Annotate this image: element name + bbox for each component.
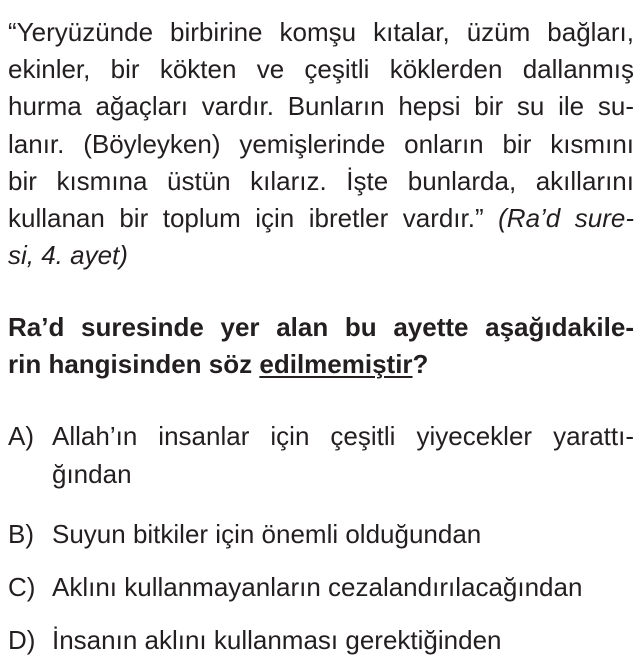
- option-text: İnsanın aklını kullanması gerektiğinden: [52, 625, 502, 655]
- question-line: Ra’d suresinde yer alan bu ayette aşağıdakile-: [8, 312, 634, 342]
- question-stem: [8, 309, 634, 383]
- passage-line: hurma ağaçları vardır. Bunların hepsi bir su ile su-: [8, 91, 634, 122]
- option-d[interactable]: [8, 622, 634, 659]
- passage-line: lanır. (Böyleyken) yemişlerinde onların bir kısmını: [8, 128, 634, 159]
- negative-keyword: edilmemiştir: [259, 349, 413, 380]
- question-mark: ?: [412, 349, 429, 380]
- verse-citation: (Ra’d sure-: [498, 203, 634, 234]
- passage-line: ekinler, bir kökten ve çeşitli köklerden dallanmış: [8, 54, 634, 85]
- option-c[interactable]: [8, 569, 634, 606]
- option-a[interactable]: [8, 418, 634, 516]
- option-b[interactable]: [8, 516, 634, 553]
- passage-line: [8, 200, 634, 237]
- option-letter: B): [8, 519, 34, 549]
- answer-options: [8, 418, 634, 659]
- passage-line-text: kullanan bir toplum için ibretler vardır.”: [8, 203, 484, 234]
- option-text: Suyun bitkiler için önemli olduğundan: [52, 519, 482, 549]
- option-letter: A): [8, 421, 34, 451]
- option-text-line: Allah’ın insanlar için çeşitli yiyecekler yarattı-: [52, 421, 634, 451]
- option-text: Aklını kullanmayanların cezalandırılacağından: [52, 572, 583, 602]
- passage-line: bir kısmına üstün kılarız. İşte bunlarda, akıllarını: [8, 165, 634, 196]
- passage-line: “Yeryüzünde birbirine komşu kıtalar, üzüm bağları,: [8, 17, 634, 47]
- option-text: [52, 418, 634, 493]
- option-letter: D): [8, 625, 36, 655]
- option-letter: C): [8, 572, 36, 602]
- verse-passage: [8, 14, 634, 274]
- verse-citation-continued: si, 4. ayet): [8, 240, 128, 271]
- option-text-line: ğından: [52, 458, 132, 489]
- question-text: rin hangisinden söz: [8, 349, 253, 380]
- question-line: [8, 346, 634, 383]
